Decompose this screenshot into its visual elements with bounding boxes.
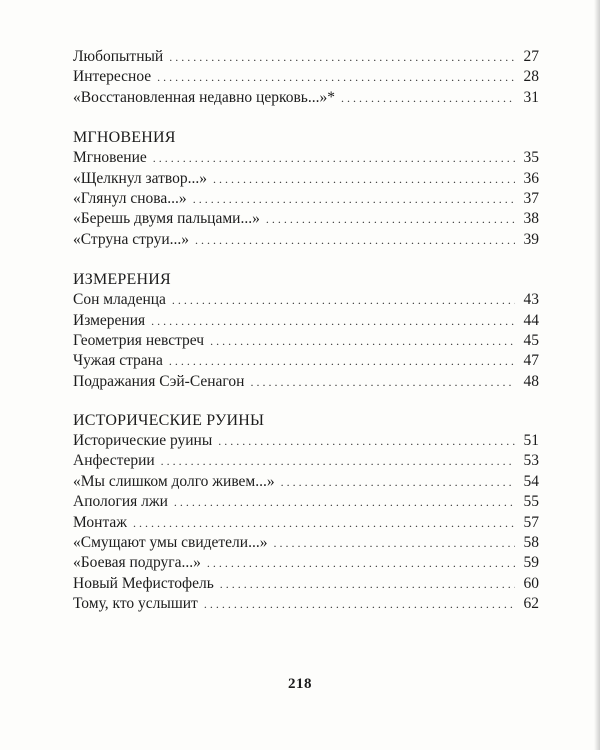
entry-page-number: 36 — [523, 169, 539, 187]
entry-title: «Мы слишком долго живем...» — [73, 472, 275, 490]
section-heading: ИЗМЕРЕНИЯ — [73, 271, 171, 289]
entry-page-number: 59 — [523, 554, 539, 572]
entry-page-number: 60 — [523, 574, 539, 592]
entry-page-number: 51 — [523, 432, 539, 450]
toc-entry — [73, 513, 539, 533]
page-number-footer: 218 — [288, 676, 312, 692]
dot-leader — [195, 230, 515, 250]
toc-section-continued — [73, 47, 539, 108]
dot-leader — [220, 574, 515, 594]
dot-leader — [161, 451, 515, 471]
entry-title: «Смущают умы свидетели...» — [73, 534, 268, 552]
toc-entry — [73, 230, 539, 250]
dot-leader — [193, 189, 515, 209]
toc-entry — [73, 372, 539, 392]
dot-leader — [281, 472, 515, 492]
entry-page-number: 31 — [523, 88, 539, 106]
entry-title: Монтаж — [73, 513, 127, 531]
entry-page-number: 38 — [523, 210, 539, 228]
dot-leader — [151, 311, 515, 331]
entry-page-number: 44 — [523, 311, 539, 329]
entry-page-number: 27 — [523, 48, 539, 65]
entry-page-number: 58 — [523, 534, 539, 552]
entry-title: «Берешь двумя пальцами...» — [73, 210, 260, 228]
dot-leader — [210, 331, 515, 351]
toc-entry — [73, 67, 539, 87]
entry-title: Новый Мефистофель — [73, 574, 214, 592]
dot-leader — [207, 553, 515, 573]
entry-title: «Восстановленная недавно церковь...»* — [73, 88, 335, 106]
dot-leader — [157, 67, 515, 87]
entry-page-number: 48 — [523, 372, 539, 390]
entry-page-number: 54 — [523, 472, 539, 490]
toc-entry — [73, 431, 539, 451]
entry-page-number: 37 — [523, 189, 539, 207]
entry-title: Геометрия невстреч — [73, 331, 205, 349]
section-heading: МГНОВЕНИЯ — [73, 129, 176, 147]
entry-title: Тому, кто услышит — [73, 595, 198, 613]
entry-title: «Боевая подруга...» — [73, 554, 201, 572]
entry-title: Мгновение — [73, 149, 147, 167]
entry-title: «Струна струи...» — [73, 230, 190, 248]
entry-page-number: 47 — [523, 352, 539, 370]
entry-page-number: 53 — [523, 452, 539, 470]
dot-leader — [169, 47, 515, 67]
entry-page-number: 55 — [523, 493, 539, 511]
dot-leader — [169, 351, 515, 371]
toc-entry — [73, 351, 539, 371]
toc-section-izmerenia — [73, 270, 539, 392]
entry-page-number: 35 — [523, 149, 539, 167]
entry-page-number: 45 — [523, 331, 539, 349]
toc-entry — [73, 311, 539, 331]
entry-title: Исторические руины — [73, 432, 213, 450]
dot-leader — [341, 88, 515, 108]
section-gap — [73, 108, 539, 128]
dot-leader — [204, 594, 515, 614]
entry-page-number: 39 — [523, 230, 539, 248]
toc-entry — [73, 148, 539, 168]
toc-entry — [73, 533, 539, 553]
dot-leader — [172, 290, 515, 310]
toc-section-istoricheskie-ruiny — [73, 411, 539, 615]
entry-page-number: 62 — [523, 595, 539, 613]
entry-title: Апология лжи — [73, 493, 168, 511]
toc-entry — [73, 594, 539, 614]
toc-entry — [73, 209, 539, 229]
entry-page-number: 57 — [523, 513, 539, 531]
section-gap — [73, 392, 539, 411]
toc-entry — [73, 331, 539, 351]
entry-title: Любопытный — [73, 48, 164, 65]
toc-entry — [73, 451, 539, 471]
entry-title: «Глянул снова...» — [73, 189, 187, 207]
entry-title: «Щелкнул затвор...» — [73, 169, 207, 187]
section-gap — [73, 250, 539, 270]
entry-title: Измерения — [73, 311, 146, 329]
dot-leader — [218, 431, 515, 451]
entry-title: Анфестерии — [73, 452, 155, 470]
toc-section-mgnovenia — [73, 128, 539, 250]
entry-title: Чужая страна — [73, 352, 163, 370]
entry-title: Подражания Сэй-Сенагон — [73, 372, 245, 390]
toc-entry — [73, 553, 539, 573]
dot-leader — [273, 533, 515, 553]
page-edge-shadow — [594, 0, 600, 750]
table-of-contents — [73, 47, 539, 615]
toc-entry — [73, 574, 539, 594]
toc-entry — [73, 290, 539, 310]
toc-entry — [73, 189, 539, 209]
entry-title: Сон младенца — [73, 291, 166, 309]
entry-page-number: 28 — [523, 68, 539, 86]
toc-entry — [73, 169, 539, 189]
section-heading: ИСТОРИЧЕСКИЕ РУИНЫ — [73, 412, 265, 430]
entry-title: Интересное — [73, 68, 152, 86]
toc-entry — [73, 492, 539, 512]
dot-leader — [153, 148, 515, 168]
dot-leader — [133, 513, 515, 533]
dot-leader — [174, 492, 515, 512]
entry-page-number: 43 — [523, 291, 539, 309]
dot-leader — [250, 372, 515, 392]
toc-entry — [73, 472, 539, 492]
toc-entry — [73, 88, 539, 108]
toc-entry — [73, 47, 539, 67]
dot-leader — [213, 169, 515, 189]
dot-leader — [266, 209, 515, 229]
